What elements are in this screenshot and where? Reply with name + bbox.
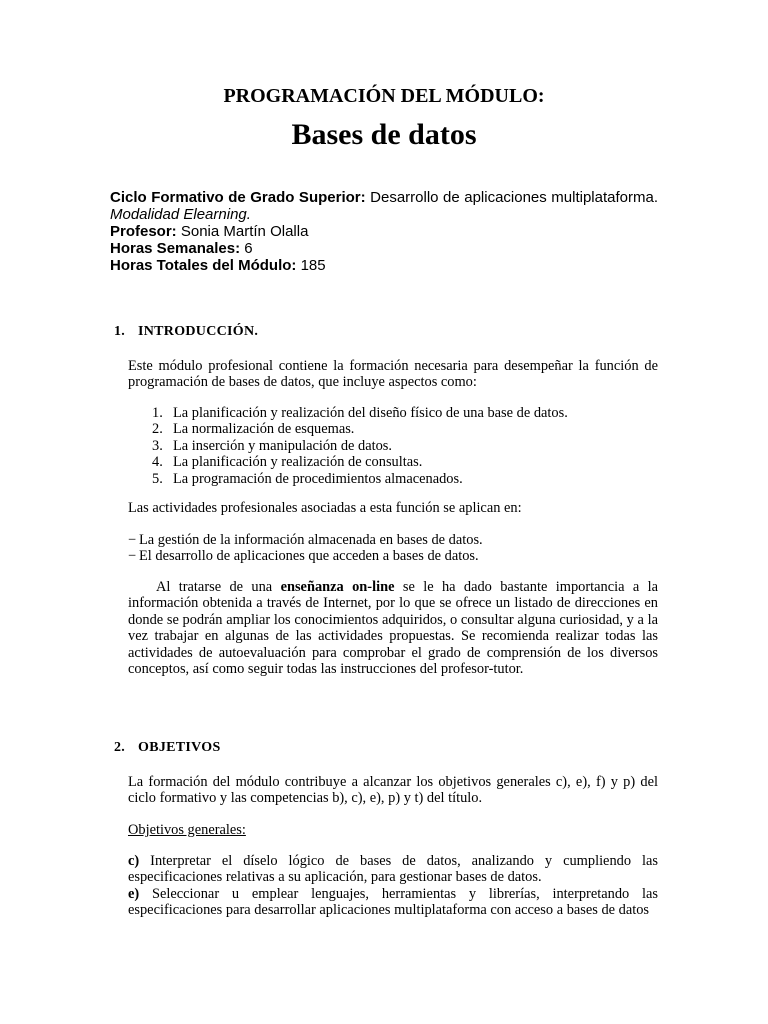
section-title: OBJETIVOS	[138, 740, 221, 755]
list-item	[128, 532, 658, 548]
para-text: se le ha dado bastante importancia a la información obtenida a través de Internet, por lo que se ofrece un listado de direcciones en donde se podrán ampliar los conocimientos adquiridos, o consultar alguna curiosidad, y a la vez trabajar en algunas de las actividades propuestas. Se recomienda realizar todas las actividades de autoevaluación para comprobar el grado de comprensión de los diversos conceptos, así como seguir todas las instrucciones del profesor-tutor.	[128, 579, 658, 678]
list-text: El desarrollo de aplicaciones que acceden a bases de datos.	[139, 548, 479, 565]
intro-paragraph: Este módulo profesional contiene la formación necesaria para desempeñar la función de programación de bases de datos, que incluye aspectos como:	[128, 358, 658, 391]
ciclo-label: Ciclo Formativo de Grado Superior:	[110, 189, 366, 206]
modalidad: Modalidad Elearning.	[110, 206, 251, 223]
horas-semanales-label: Horas Semanales:	[110, 240, 241, 257]
para-text: Al tratarse de una	[156, 579, 281, 595]
list-text: La planificación y realización de consultas.	[173, 454, 423, 471]
list-item	[128, 421, 658, 437]
profesor-label: Profesor:	[110, 223, 177, 240]
objectives-list	[128, 853, 658, 919]
horas-semanales-value: 6	[244, 240, 253, 257]
list-text: La gestión de la información almacenada en bases de datos.	[139, 532, 483, 548]
section-number: 1.	[114, 324, 126, 339]
horas-totales-line	[110, 257, 658, 274]
list-number: 4.	[152, 454, 163, 471]
course-info	[110, 189, 658, 274]
document-title: Bases de datos	[291, 118, 477, 151]
horas-totales-label: Horas Totales del Módulo:	[110, 257, 297, 274]
objective-text: Seleccionar u emplear lenguajes, herramientas y librerías, interpretando las especificaciones para desarrollar aplicaciones multiplataforma con acceso a bases de datos	[128, 885, 658, 919]
list-item	[128, 405, 658, 421]
objective-item	[128, 853, 658, 886]
ciclo-line	[110, 189, 658, 223]
objetivos-intro: La formación del módulo contribuye a alcanzar los objetivos generales c), e), f) y p) del ciclo formativo y las competencias b), c), e), p) y t) del título.	[128, 774, 658, 807]
section-heading-objetivos	[114, 740, 221, 756]
objetivos-subheading	[128, 822, 658, 838]
list-item	[128, 548, 658, 564]
section-heading-introduccion	[114, 324, 258, 340]
profesor-value: Sonia Martín Olalla	[180, 223, 309, 240]
online-paragraph	[128, 579, 658, 677]
dash-bullet: −	[128, 548, 137, 565]
objective-item	[128, 886, 658, 919]
list-item	[128, 438, 658, 454]
ciclo-value: Desarrollo de aplicaciones multiplataforma.	[370, 189, 658, 206]
list-item	[128, 454, 658, 470]
section-title: INTRODUCCIÓN.	[138, 324, 259, 339]
objective-key: c)	[128, 853, 140, 869]
dash-bullet: −	[128, 532, 137, 548]
objective-text: Interpretar el díselo lógico de bases de datos, analizando y cumpliendo las especificaciones relativas a su aplicación, para gestionar bases de datos.	[128, 853, 658, 886]
profesor-line	[110, 223, 658, 240]
list-text: La inserción y manipulación de datos.	[173, 437, 392, 454]
list-number: 1.	[152, 405, 163, 421]
activities-intro: Las actividades profesionales asociadas a esta función se aplican en:	[128, 500, 522, 516]
subheading-text: Objetivos generales:	[128, 822, 246, 838]
list-text: La planificación y realización del diseño físico de una base de datos.	[173, 405, 568, 421]
list-number: 3.	[152, 437, 163, 454]
list-number: 5.	[152, 470, 163, 487]
horas-semanales-line	[110, 240, 658, 257]
activities-list	[128, 532, 658, 565]
para-emphasis: enseñanza on-line	[280, 579, 395, 595]
objective-key: e)	[128, 885, 140, 902]
list-item	[128, 471, 658, 487]
aspects-list	[128, 405, 658, 487]
list-text: La normalización de esquemas.	[173, 421, 355, 438]
horas-totales-value: 185	[300, 257, 326, 274]
module-pretitle: PROGRAMACIÓN DEL MÓDULO:	[223, 85, 545, 107]
section-number: 2.	[114, 740, 126, 755]
list-number: 2.	[152, 421, 163, 438]
list-text: La programación de procedimientos almacenados.	[173, 470, 463, 487]
